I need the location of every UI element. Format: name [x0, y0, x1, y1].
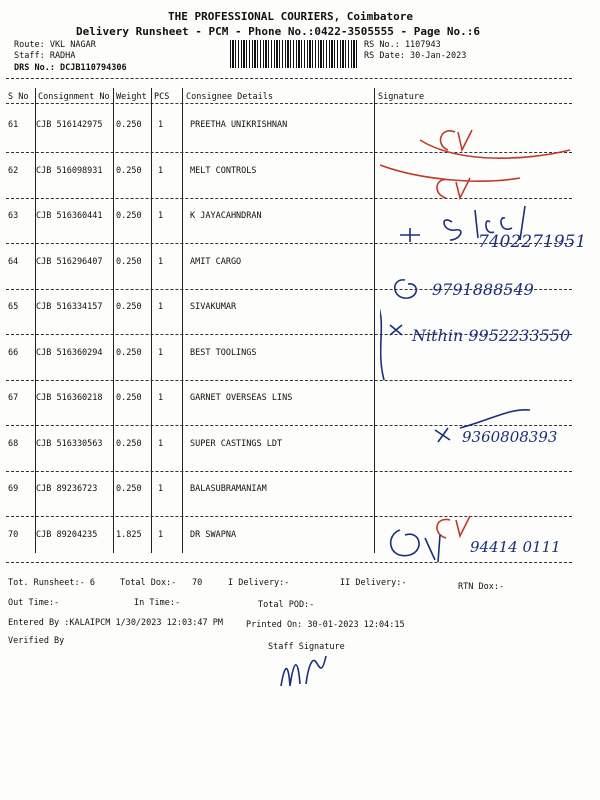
total-dox-value: 70 [192, 578, 203, 588]
row-sno: 65 [8, 302, 19, 312]
row-consignment-no: CJB 516098931 [36, 165, 103, 176]
row-weight: 0.250 [116, 165, 142, 176]
row-consignment-no: CJB 89204235 [36, 529, 98, 540]
out-time: Out Time:- [8, 598, 60, 608]
col-consignee: Consignee Details [186, 92, 273, 102]
row-pcs: 1 [158, 438, 164, 449]
row-weight: 0.250 [116, 120, 142, 130]
barcode [230, 40, 358, 68]
row-consignment-no: CJB 516360441 [36, 211, 103, 221]
row-consignee: DR SWAPNA [190, 529, 237, 540]
row-weight: 0.250 [116, 484, 142, 494]
row-consignee: BALASUBRAMANIAM [190, 484, 267, 494]
row-consignee: SUPER CASTINGS LDT [190, 438, 283, 449]
col-sno: S No [8, 92, 29, 102]
row-consignment-no: CJB 89236723 [36, 484, 98, 494]
row-consignee: PREETHA UNIKRISHNAN [190, 120, 288, 130]
entered-by: Entered By :KALAIPCM 1/30/2023 12:03:47 PM [8, 618, 223, 628]
verified-by: Verified By [8, 636, 65, 646]
row-weight: 0.250 [116, 347, 142, 358]
row-consignment-no: CJB 516296407 [36, 256, 103, 267]
row-sno: 61 [8, 120, 19, 130]
row-pcs: 1 [158, 165, 164, 176]
rtn-dox: RTN Dox:- [458, 582, 505, 592]
column-rule [374, 88, 375, 553]
row-weight: 0.250 [116, 438, 142, 449]
row-consignee: BEST TOOLINGS [190, 347, 257, 358]
row-sno: 69 [8, 484, 19, 494]
drs-number: DRS No.: DCJB110794306 [14, 63, 127, 73]
row-pcs: 1 [158, 484, 164, 494]
row-consignment-no: CJB 516360294 [36, 347, 103, 358]
row-consignee: K JAYACAHNDRAN [190, 211, 262, 221]
total-pod: Total POD:- [258, 600, 315, 610]
row-consignee: GARNET OVERSEAS LINS [190, 393, 293, 403]
row-sno: 70 [8, 529, 19, 540]
handwritten-name-phone: Nithin 9952233550 [412, 326, 571, 345]
staff-signature-label: Staff Signature [268, 642, 345, 652]
row-sno: 62 [8, 165, 19, 176]
row-pcs: 1 [158, 120, 164, 130]
column-rule [113, 88, 114, 553]
row-consignment-no: CJB 516142975 [36, 120, 103, 130]
row-pcs: 1 [158, 529, 164, 540]
runsheet-title: Delivery Runsheet - PCM - Phone No.:0422-3505555 - Page No.:6 [76, 25, 480, 38]
handwritten-phone: 9791888549 [432, 280, 534, 299]
total-dox-label: Total Dox:- [120, 578, 177, 588]
i-delivery: I Delivery:- [228, 578, 290, 588]
in-time: In Time:- [134, 598, 181, 608]
staff-label: Staff: RADHA [14, 51, 76, 61]
row-pcs: 1 [158, 393, 164, 403]
col-pcs: PCS [154, 92, 170, 102]
staff-signature-mark [276, 648, 336, 693]
row-weight: 0.250 [116, 393, 142, 403]
row-weight: 0.250 [116, 211, 142, 221]
row-pcs: 1 [158, 302, 164, 312]
rs-number: RS No.: 1107943 [364, 40, 441, 50]
row-weight: 0.250 [116, 302, 142, 312]
row-sno: 63 [8, 211, 19, 221]
row-consignee: MELT CONTROLS [190, 165, 257, 176]
divider [6, 103, 572, 104]
row-consignee: SIVAKUMAR [190, 302, 237, 312]
column-rule [182, 88, 183, 553]
handwritten-phone: 9360808393 [462, 428, 558, 446]
route-label: Route: VKL NAGAR [14, 40, 96, 50]
col-signature: Signature [378, 92, 425, 102]
handwritten-phone: 94414 0111 [470, 538, 561, 556]
row-sno: 64 [8, 256, 19, 267]
row-pcs: 1 [158, 347, 164, 358]
row-weight: 1.825 [116, 529, 142, 540]
rs-date: RS Date: 30-Jan-2023 [364, 51, 467, 61]
row-pcs: 1 [158, 211, 164, 221]
col-weight: Weight [116, 92, 147, 102]
total-runsheet: Tot. Runsheet:- 6 [8, 578, 95, 588]
company-title: THE PROFESSIONAL COURIERS, Coimbatore [168, 10, 414, 23]
row-pcs: 1 [158, 256, 164, 267]
row-consignee: AMIT CARGO [190, 256, 242, 267]
col-consignment: Consignment No [38, 92, 110, 102]
row-consignment-no: CJB 516360218 [36, 393, 103, 403]
divider [6, 78, 572, 79]
row-sno: 67 [8, 393, 19, 403]
row-consignment-no: CJB 516334157 [36, 302, 103, 312]
row-sno: 66 [8, 347, 19, 358]
row-sno: 68 [8, 438, 19, 449]
printed-on: Printed On: 30-01-2023 12:04:15 [246, 620, 405, 630]
column-rule [151, 88, 152, 553]
handwritten-phone: 7402271951 [478, 232, 587, 252]
row-consignment-no: CJB 516330563 [36, 438, 103, 449]
row-weight: 0.250 [116, 256, 142, 267]
ii-delivery: II Delivery:- [340, 578, 407, 588]
